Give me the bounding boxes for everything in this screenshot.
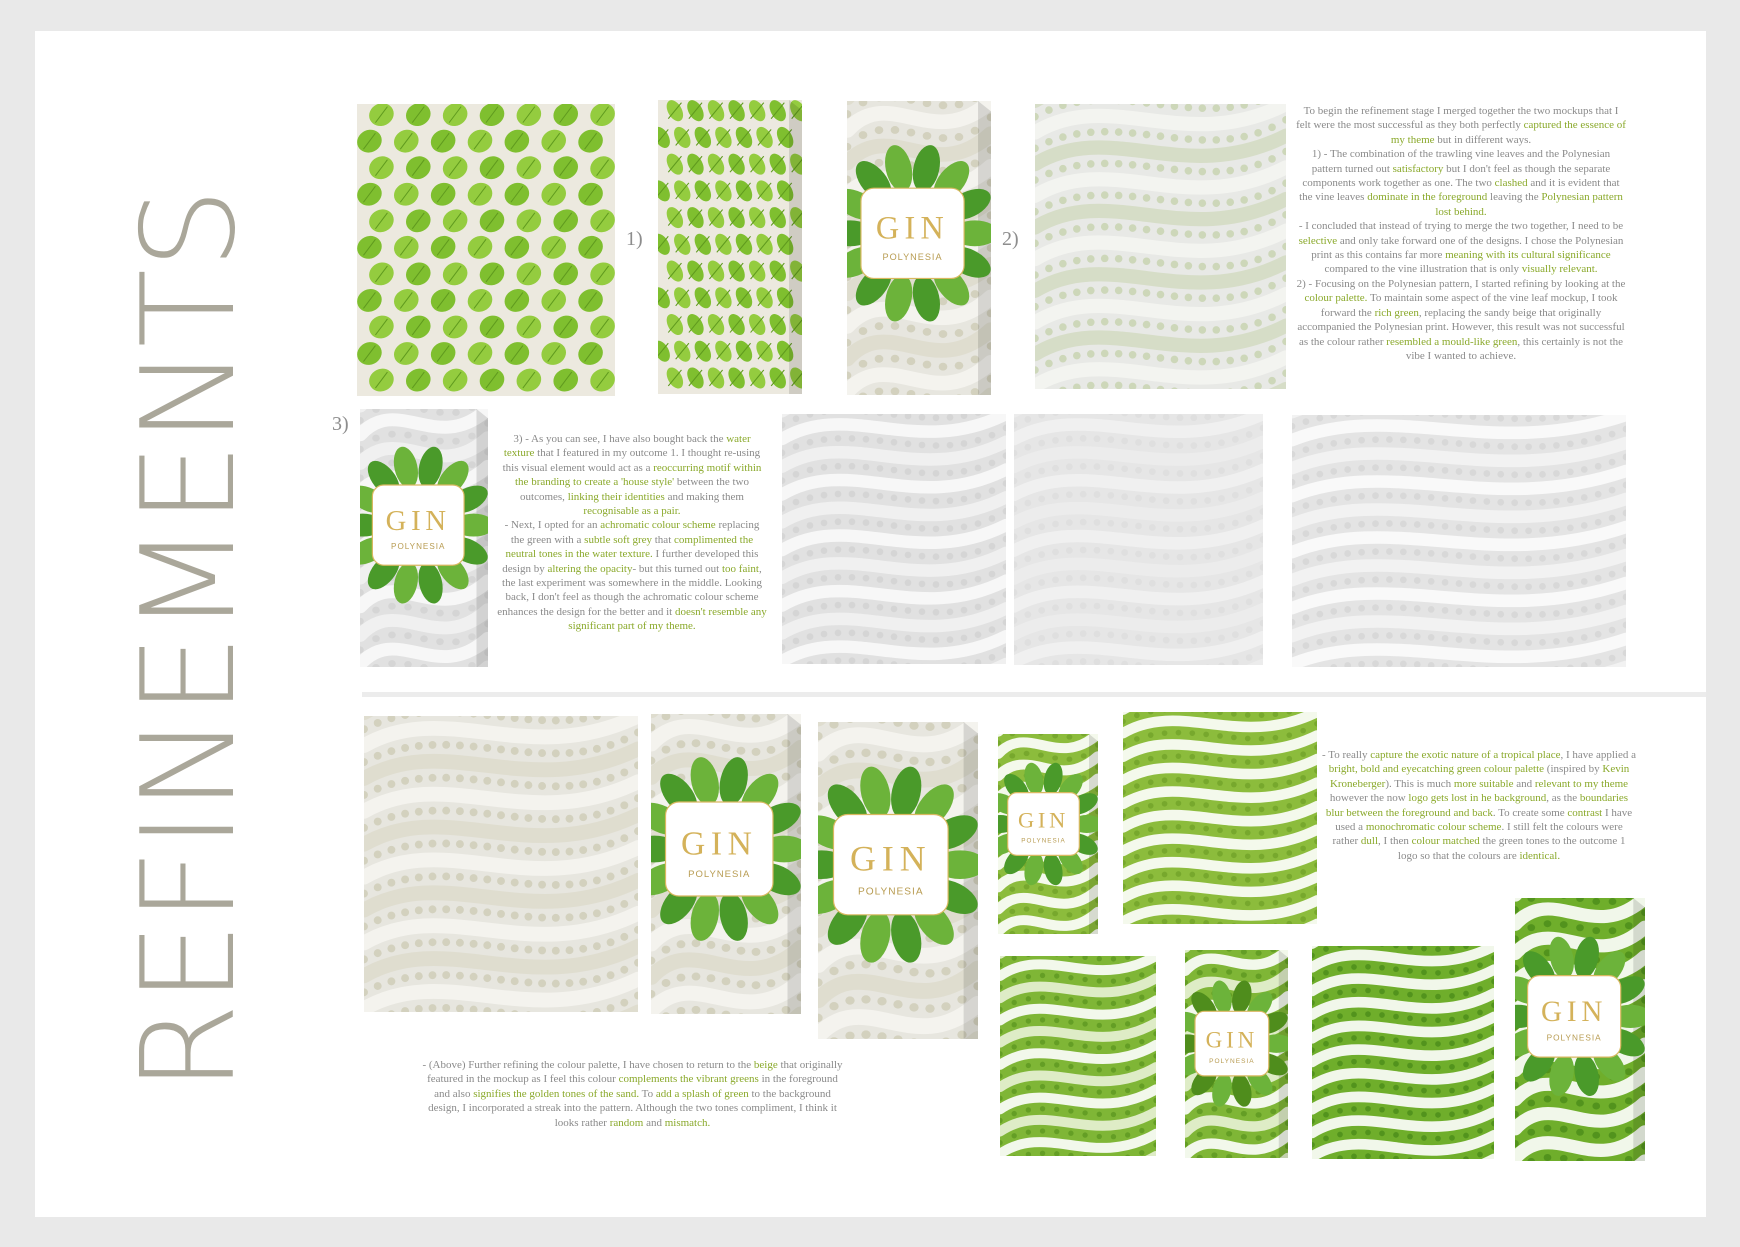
body-text: in the foreground and also [434,1073,838,1100]
highlight-text: satisfactory [1392,162,1444,175]
body-text: compared to the vine illustration that is only [1324,263,1522,276]
highlight-text: monochromatic colour scheme [1365,821,1502,834]
title-area [115,125,264,1155]
wave-sage-graphic [1035,104,1286,389]
body-text: the green tones to the outcome 1 logo so that the colours are [1397,835,1626,862]
highlight-text: relevant to my theme [1534,777,1629,790]
paragraph-three [1322,748,1636,863]
box-grey-logo-graphic [360,409,488,667]
box-beige-logo-graphic [651,714,801,1014]
body-text: - but this turned out [632,562,722,575]
leaf-graphic [357,104,615,396]
label-one: 1) [626,228,643,250]
highlight-text: subtle soft grey [584,533,652,546]
svg-text:GIN: GIN [1541,996,1608,1029]
vine-leaf-pattern-swatch [357,104,615,396]
body-text: , the last experiment was somewhere in the middle. Looking back, I don't feel as though the achromatic colour scheme enhances the design for the better and it [497,562,762,618]
body-text: however the now [1329,792,1409,805]
body-text: 2) - Focusing on the Polynesian pattern, I started refining by looking at the [1296,277,1626,290]
beige-box-with-logo [651,714,801,1014]
body-text: to the background design, I incorporated a streak into the pattern. Although the two tones compliment, I think it looks rather [428,1087,837,1129]
highlight-text: too faint [721,562,759,575]
svg-text:POLYNESIA: POLYNESIA [882,252,943,263]
highlight-text: resembled a mould-like green [1386,335,1518,348]
body-text: , this certainly is not the vibe I wanted to achieve. [1405,335,1624,362]
beige-polynesian-box-with-logo [847,101,991,395]
highlight-text: selective [1298,234,1338,247]
body-text: that originally featured in the mockup as I feel this colour [427,1059,843,1086]
body-text: - To really [1322,749,1371,761]
highlight-text: recognisable as a pair. [583,505,681,518]
body-text: and [643,1116,665,1129]
highlight-text: complimented the neutral tones in the water texture. [505,533,754,561]
body-text: replacing the green with a [510,519,760,546]
box-leaf-graphic [658,100,802,394]
body-text: . To create some [1492,806,1568,819]
label-two: 2) [1002,228,1019,250]
body-text: , I have applied a [1560,749,1636,761]
highlight-text: add a splash of green [655,1087,749,1100]
vine-leaf-box-mockup [658,100,802,394]
highlight-text: captured the essence of my theme [1390,119,1626,146]
body-text: but in different ways. [1434,133,1532,146]
box-matched-logo-graphic [1515,898,1645,1161]
faint-grey-pattern-swatch [1014,414,1263,665]
box-beige-logo-graphic [818,722,978,1039]
highlight-text: identical. [1519,849,1561,862]
body-text: that I featured in my outcome 1. I thought re-using this visual element would act as a [502,447,761,474]
body-text: (inspired by [1544,763,1603,776]
body-text: ). This is much [1385,777,1454,790]
highlight-text: boundaries blur between the foreground and back [1325,792,1629,819]
highlight-text: capture the exotic nature of a tropical place [1370,749,1561,761]
highlight-text: colour palette. [1304,292,1368,305]
bright-green-pattern-swatch [1123,712,1317,924]
svg-text:GIN: GIN [1018,807,1069,833]
svg-text:POLYNESIA: POLYNESIA [391,541,446,551]
highlight-text: water texture [503,433,751,460]
bright-green-box-with-logo [998,734,1098,934]
mono-green-pattern-swatch [1000,956,1156,1156]
section-divider [362,692,1706,697]
svg-text:GIN: GIN [681,825,758,863]
highlight-text: clashed [1494,177,1528,190]
paragraph-one [1296,104,1626,363]
highlight-text: more suitable [1453,777,1514,790]
body-text: that [652,533,674,546]
highlight-text: bright, bold and eyecatching green colour palette [1328,763,1545,776]
body-text: - I concluded that instead of trying to merge the two together, I need to be [1298,220,1624,233]
highlight-text: colour matched [1411,835,1480,848]
body-text: - Next, I opted for an [504,519,601,532]
box-beige-logo-graphic [847,101,991,395]
body-text: To begin the refinement stage I merged together the two mockups that I felt were the most successful as they both perfectly [1296,105,1619,132]
beige-streak-box-with-logo [818,722,978,1039]
highlight-text: linking their identities [567,490,665,503]
wave-mono-graphic [1000,956,1156,1156]
body-text: I have used a [1335,806,1633,834]
svg-text:POLYNESIA: POLYNESIA [1546,1033,1602,1043]
body-text: 3) - As you can see, I have also bought back the [513,433,727,445]
highlight-text: altering the opacity [547,562,633,575]
svg-text:POLYNESIA: POLYNESIA [1021,837,1066,845]
highlight-text: complements the vibrant greens [618,1073,759,1086]
body-text: . I still felt the colours were rather [1332,821,1623,848]
box-mono-logo-graphic [1185,950,1288,1158]
body-text: , as the [1546,792,1580,805]
page-title: REFINEMENTS [115,187,264,1093]
body-text: To [639,1087,656,1100]
body-text: 1) - The combination of the trawling vine leaves and the Polynesian pattern turned out [1311,148,1611,175]
highlight-text: meaning with its cultural significance [1445,249,1611,262]
wave-matched-graphic [1312,946,1494,1159]
paragraph-two [497,432,767,634]
highlight-text: random [609,1116,644,1129]
highlight-text: logo gets lost in he background [1408,792,1547,805]
beige-streak-pattern-swatch [364,716,638,1012]
svg-text:GIN: GIN [1205,1026,1259,1053]
body-text: and only take forward one of the designs. I chose the Polynesian print as this contains far more [1311,234,1624,262]
body-text: and [1513,777,1535,790]
highlight-text: beige [753,1059,778,1071]
body-text: but I don't feel as though the separate components work together as one. The two [1302,162,1611,190]
paragraph-four [420,1058,845,1130]
body-text: leaving the [1487,191,1542,204]
wave-green-graphic [1123,712,1317,924]
body-text: , I then [1378,835,1412,848]
svg-text:GIN: GIN [385,504,451,537]
grey-box-with-logo [360,409,488,667]
body-text: and it is evident that the vine leaves [1299,177,1620,204]
matched-green-box-with-logo [1515,898,1645,1161]
body-text: , replacing the sandy beige that originally accompanied the Polynesian print. However, this result was not successful as the colour rather [1297,306,1625,348]
body-text: - (Above) Further refining the colour palette, I have chosen to return to the [422,1059,754,1071]
highlight-text: dominate in the foreground [1367,191,1488,204]
svg-text:POLYNESIA: POLYNESIA [857,886,924,898]
highlight-text: reoccurring motif within the branding to create a 'house style' [515,461,762,489]
body-text: I further developed this design by [502,548,759,575]
grey-pattern-swatch [782,414,1006,664]
wave-grey-graphic [782,414,1006,664]
highlight-text: rich green [1374,306,1419,319]
mould-green-pattern-swatch [1035,104,1286,389]
highlight-text: doesn't resemble any significant part of my theme. [568,605,767,633]
mid-grey-pattern-swatch [1292,415,1626,667]
highlight-text: mismatch. [664,1116,711,1129]
svg-text:POLYNESIA: POLYNESIA [1209,1057,1255,1065]
highlight-text: visually relevant. [1521,263,1598,276]
highlight-text: dull [1360,835,1379,848]
highlight-text: signifies the golden tones of the sand. [473,1087,640,1100]
matched-green-pattern-swatch [1312,946,1494,1159]
svg-text:GIN: GIN [875,209,950,246]
body-text: To maintain some aspect of the vine leaf mockup, I took forward the [1320,292,1618,319]
wave-beige-graphic [364,716,638,1012]
highlight-text: Polynesian pattern lost behind. [1435,191,1623,218]
svg-text:POLYNESIA: POLYNESIA [688,868,751,880]
wave-faint-graphic [1014,414,1263,665]
body-text: between the two outcomes, [520,476,749,503]
wave-mid-graphic [1292,415,1626,667]
highlight-text: achromatic colour scheme [600,519,716,532]
svg-text:GIN: GIN [850,838,932,879]
body-text: and making them [664,490,744,503]
label-three: 3) [332,413,349,435]
highlight-text: Kevin Kroneberger [1329,763,1630,790]
highlight-text: contrast [1567,806,1603,819]
box-green-logo-graphic [998,734,1098,934]
mono-green-box-with-logo [1185,950,1288,1158]
